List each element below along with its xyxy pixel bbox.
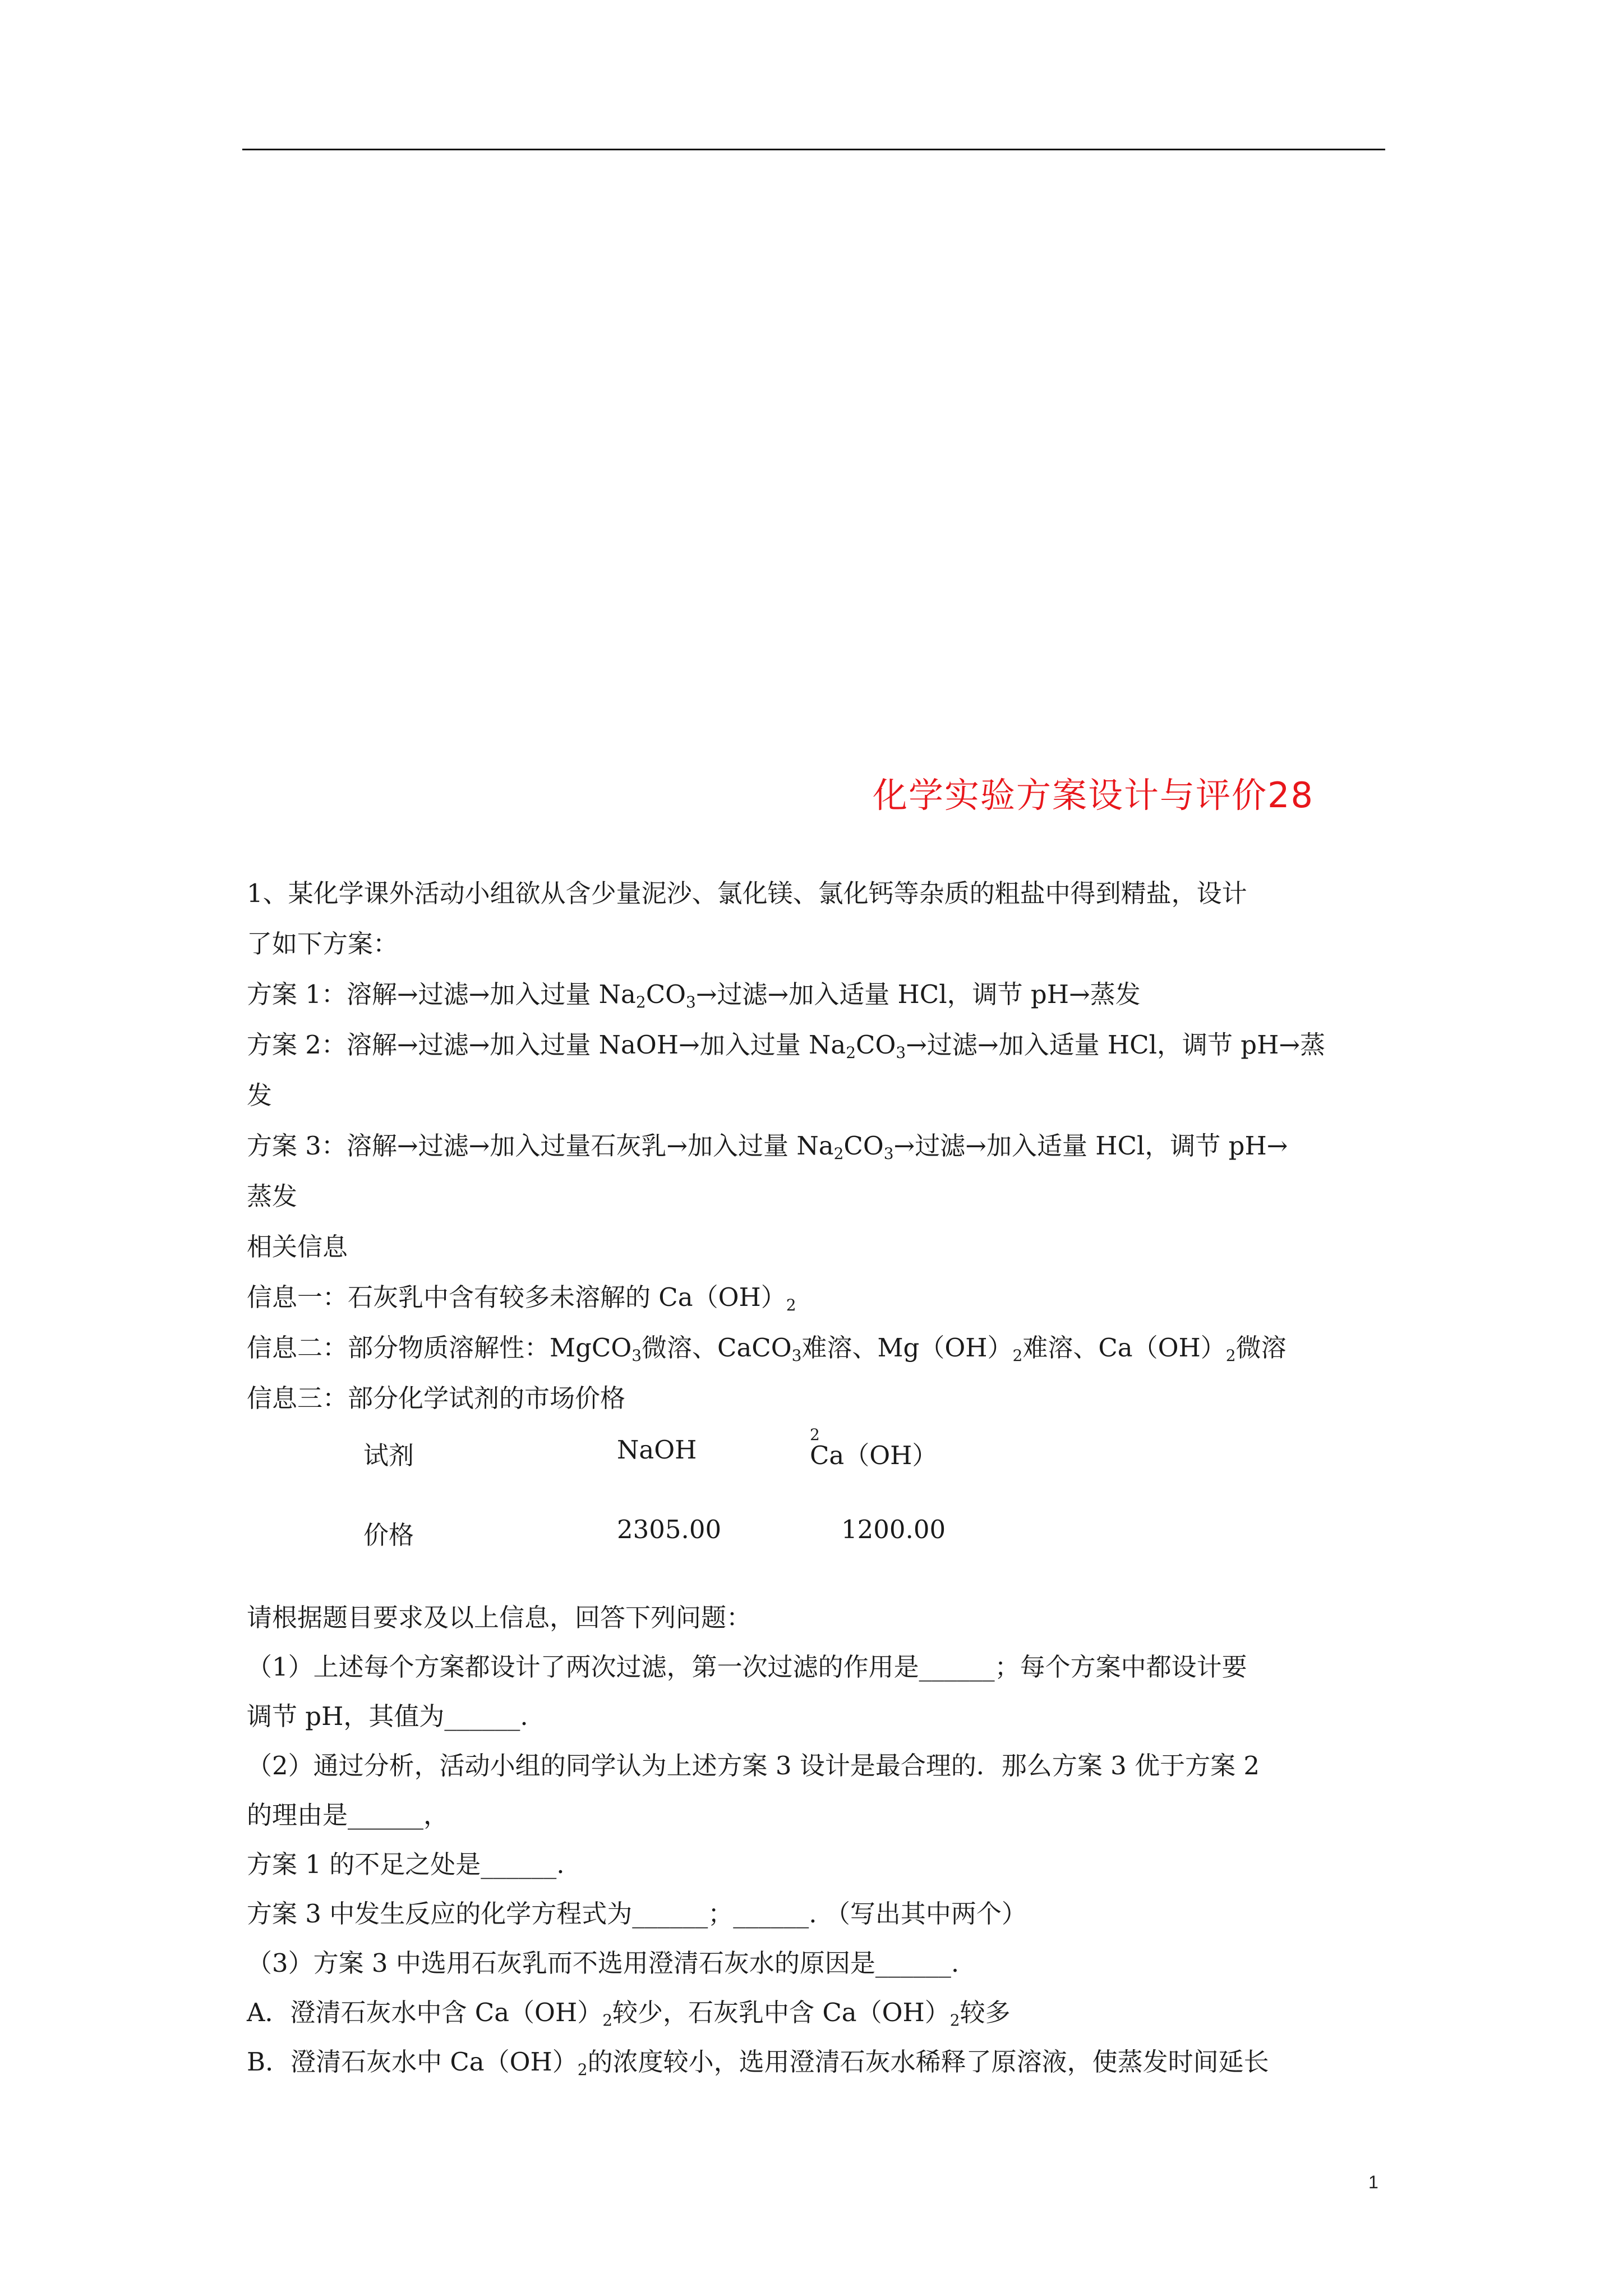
- document-title: 化学实验方案设计与评价28: [873, 775, 1314, 816]
- header-rule: [242, 149, 1385, 150]
- plan-1: 方案 1：溶解→过滤→加入过量 $Na_2CO_3\to$过滤→加入适量 HCl，调节 pH→蒸发: [247, 979, 1141, 1011]
- info-heading: 相关信息: [247, 1232, 348, 1262]
- info-3: 信息三：部分化学试剂的市场价格: [247, 1383, 626, 1413]
- row-price-label: 价格: [363, 1520, 414, 1550]
- price-table-row: [247, 1515, 1144, 1594]
- q2-line-1: （2）通过分析，活动小组的同学认为上述方案 3 设计是最合理的．那么方案 3 优于方案 2: [247, 1751, 1260, 1780]
- header-naoh: NaOH: [617, 1435, 697, 1465]
- plan-2: 方案 2：溶解→过滤→加入过量 NaOH→加入过量 $Na_2CO_3\to$过滤→加入适量 HCl，调节 pH→蒸: [247, 1030, 1326, 1062]
- problem-statement: [247, 868, 1384, 1424]
- plan-3-cont: 蒸发: [247, 1181, 298, 1211]
- price-caoh2: 1200.00: [841, 1515, 946, 1544]
- price-table-header: 试剂 NaOH Ca（OH） 2: [363, 1425, 938, 1470]
- option-a: A．澄清石灰水中含 $Ca(OH)_2$较少，石灰乳中含 $Ca(OH)_2$较多: [247, 1998, 1011, 2030]
- q1-line-2: 调节 pH，其值为______.: [247, 1701, 528, 1731]
- plan-3: 方案 3：溶解→过滤→加入过量石灰乳→加入过量 $Na_2CO_3\to$过滤→加入适量 HCl，调节 pH→: [247, 1131, 1288, 1163]
- q2-line-4: 方案 3 中发生反应的化学方程式为______；______. （写出其中两个）: [247, 1899, 1027, 1929]
- intro-line-1: 1、某化学课外活动小组欲从含少量泥沙、氯化镁、氯化钙等杂质的粗盐中得到精盐，设计: [247, 878, 1247, 908]
- plan-2-cont: 发: [247, 1080, 273, 1110]
- q3-line-1: （3）方案 3 中选用石灰乳而不选用澄清石灰水的原因是______.: [247, 1948, 960, 1978]
- q2-line-2: 的理由是______，: [247, 1800, 449, 1830]
- questions-lead: 请根据题目要求及以上信息，回答下列问题：: [247, 1603, 752, 1632]
- price-table: [247, 1425, 1144, 1594]
- questions: [247, 1593, 1384, 2087]
- price-naoh: 2305.00: [617, 1515, 722, 1544]
- info-1: 信息一：石灰乳中含有较多未溶解的 $Ca(OH)_2$: [247, 1282, 796, 1314]
- q1-line-1: （1）上述每个方案都设计了两次过滤，第一次过滤的作用是______；每个方案中都设计要: [247, 1652, 1247, 1682]
- header-reagent: 试剂: [363, 1441, 414, 1470]
- option-b: B．澄清石灰水中 $Ca(OH)_2$的浓度较小，选用澄清石灰水稀释了原溶液，使蒸发时间延长: [247, 2047, 1269, 2079]
- q2-line-3: 方案 1 的不足之处是______.: [247, 1849, 565, 1879]
- intro-line-2: 了如下方案：: [247, 929, 399, 959]
- page-number: 1: [1368, 2172, 1378, 2192]
- info-2: 信息二：部分物质溶解性：MgCO$_3$微溶、CaCO$_3$难溶、$Mg(OH)_2$难溶、$Ca(OH)_2$微溶: [247, 1333, 1287, 1365]
